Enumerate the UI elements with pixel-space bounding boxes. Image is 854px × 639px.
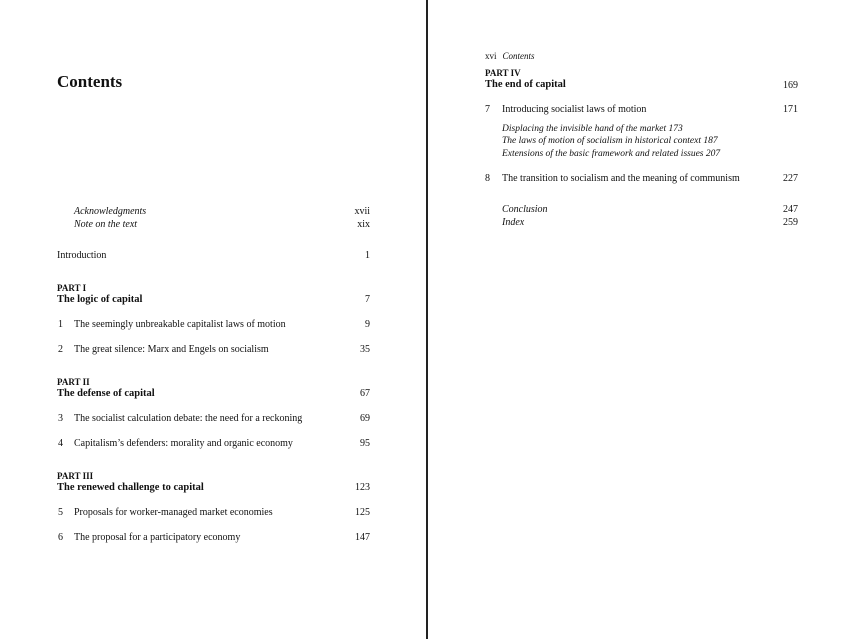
chapter-title: Introducing socialist laws of motion (502, 104, 647, 115)
chapter-section: The laws of motion of socialism in historical context 187 (502, 136, 718, 146)
toc-introduction: Introduction (57, 250, 107, 261)
chapter-number: 6 (58, 532, 63, 543)
toc-page-number: 1 (365, 250, 370, 261)
chapter-title: The transition to socialism and the meaning of communism (502, 173, 740, 184)
part-title: The renewed challenge to capital (57, 482, 204, 493)
page-title: Contents (57, 72, 123, 91)
part-label: PART IV (485, 68, 521, 78)
toc-page-number: 9 (365, 319, 370, 330)
chapter-title: The great silence: Marx and Engels on socialism (74, 344, 269, 355)
part-title: The logic of capital (57, 294, 143, 305)
toc-back-matter-conclusion: Conclusion (502, 204, 548, 215)
toc-page-number: xix (357, 219, 370, 230)
toc-page-number: 7 (365, 294, 370, 305)
header-title: Contents (502, 51, 535, 61)
header-page-number: xvi (485, 51, 497, 61)
chapter-number: 8 (485, 173, 490, 184)
part-label: PART I (57, 283, 87, 293)
toc-page-number: 227 (783, 173, 798, 184)
toc-page-number: xvii (354, 206, 370, 217)
chapter-number: 7 (485, 104, 490, 115)
toc-front-matter-acknowledgments: Acknowledgments (74, 206, 147, 217)
toc-page-number: 67 (360, 388, 370, 399)
chapter-title: The proposal for a participatory economy (74, 532, 241, 543)
chapter-section: Extensions of the basic framework and related issues 207 (502, 149, 721, 159)
toc-page-number: 147 (355, 532, 370, 543)
toc-page-number: 69 (360, 413, 370, 424)
part-label: PART III (57, 471, 94, 481)
part-title: The defense of capital (57, 388, 155, 399)
chapter-number: 4 (58, 438, 63, 449)
chapter-number: 5 (58, 507, 63, 518)
toc-page-number: 169 (783, 80, 798, 91)
running-header (485, 51, 535, 61)
toc-page-number: 247 (783, 204, 798, 215)
chapter-number: 3 (58, 413, 63, 424)
toc-front-matter-note: Note on the text (74, 219, 138, 230)
chapter-title: The seemingly unbreakable capitalist laws of motion (74, 319, 286, 330)
toc-page-number: 171 (783, 104, 798, 115)
toc-page-number: 259 (783, 217, 798, 228)
part-label: PART II (57, 377, 90, 387)
chapter-section: Displacing the invisible hand of the market 173 (502, 124, 683, 134)
toc-page-number: 35 (360, 344, 370, 355)
toc-back-matter-index: Index (502, 217, 525, 228)
right-page (428, 0, 854, 639)
toc-page-number: 95 (360, 438, 370, 449)
toc-page-number: 123 (355, 482, 370, 493)
chapter-number: 2 (58, 344, 63, 355)
part-title: The end of capital (485, 79, 566, 90)
chapter-number: 1 (58, 319, 63, 330)
chapter-title: Capitalism’s defenders: morality and organic economy (74, 438, 293, 449)
left-page (0, 0, 426, 639)
toc-page-number: 125 (355, 507, 370, 518)
chapter-title: The socialist calculation debate: the need for a reckoning (74, 413, 303, 424)
chapter-title: Proposals for worker-managed market economies (74, 507, 273, 518)
